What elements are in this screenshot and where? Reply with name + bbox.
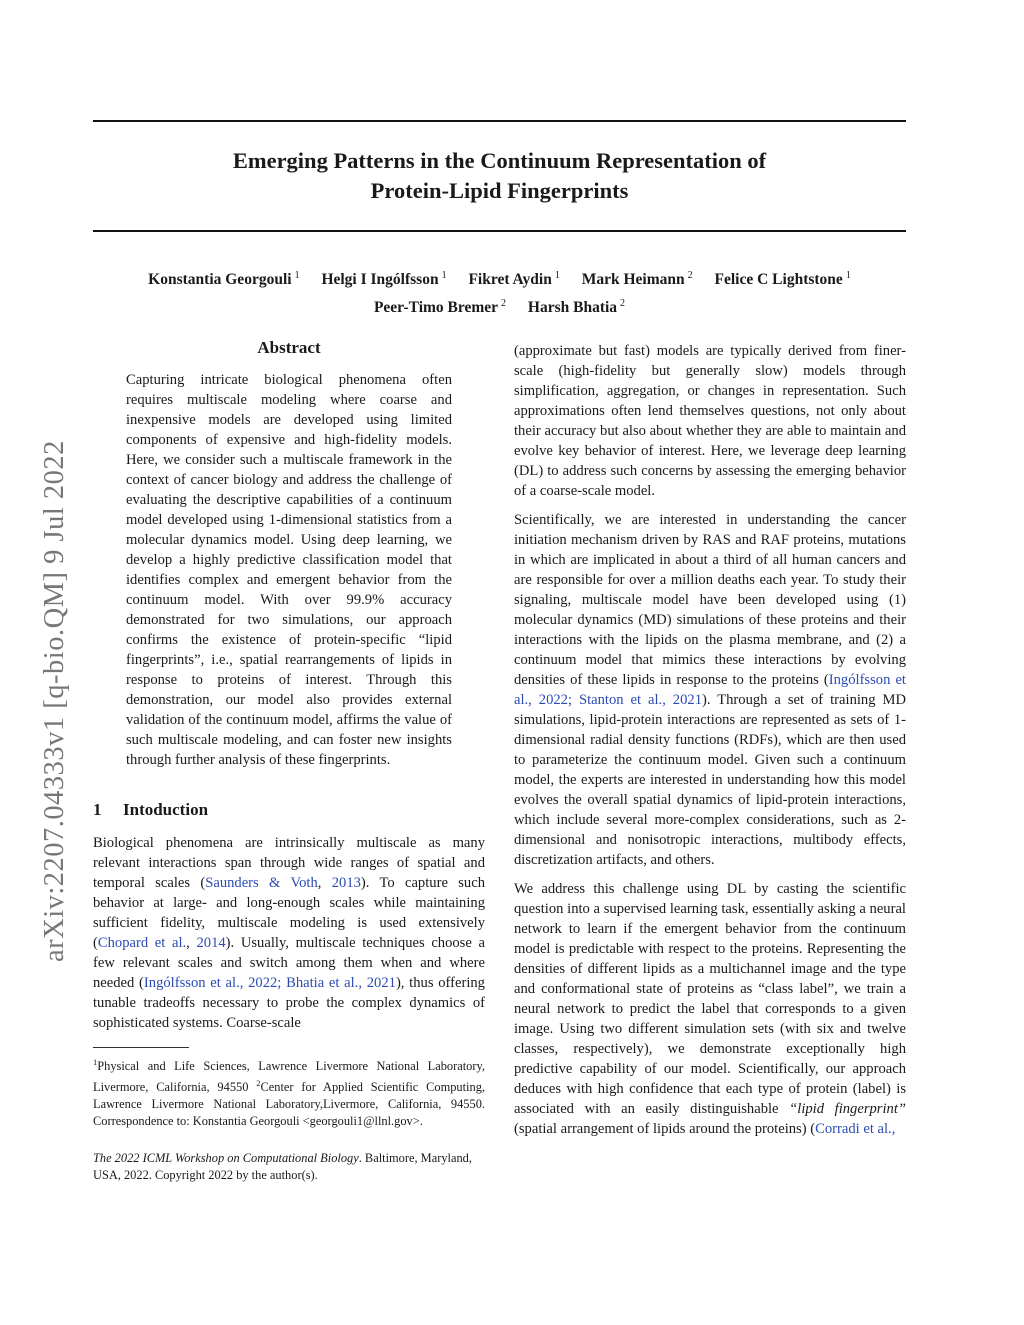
citation-link[interactable]: 2013 — [331, 875, 361, 891]
citation-link[interactable]: 2014 — [196, 935, 226, 951]
footnote-rule — [93, 1047, 189, 1048]
intro-paragraph: Biological phenomena are intrinsically multiscale as many relevant interactions span through wide ranges of spatial and temporal scales (Saunders & Voth, 2013). To capture such behavior at large- and long-enough scales while maintaining sufficient fidelity, multiscale modeling is used extensively (Chopard et al., 2014). Usually, multiscale techniques choose a few relevant scales and switch among them when and where needed (Ingólfsson et al., 2022; Bhatia et al., 2021), thus offering tunable tradeoffs necessary to probe the complex dynamics of sophisticated systems. Coarse-scale — [93, 835, 485, 1031]
body-paragraph: We address this challenge using DL by casting the scientific question into a supervised learning task, essentially asking a neural network to learn if the emergent behavior from the continuum model is predictable with respect to the proteins. Representing the densities of different lipids as a multichannel image and the type and conformational state of proteins as “class label”, we train a neural network to predict the label that corresponds to a given image. Using two different simulation sets (with six and twelve classes, respectively), we demonstrate exceptionally high predictive capability of our model. Scientifically, our approach deduces with high confidence that each type of protein (label) is associated with an easily distinguishable “lipid fingerprint” (spatial arrangement of lipids around the proteins) (Corradi et al., — [514, 881, 906, 1137]
abstract-heading: Abstract — [257, 338, 321, 357]
affiliation-footnote: $^1$Physical and Life Sciences, Lawrence Livermore National Laboratory, Livermore, California, 94550 $^2$Center for Applied Scientific Computing, Lawrence Livermore National Laboratory,Livermore, California, 94550. Correspondence to: Konstantia Georgouli <georgouli1@llnl.gov>. — [93, 1057, 485, 1129]
author: Helgi I Ingólfsson $^1$ — [321, 270, 447, 289]
abstract-text: Capturing intricate biological phenomena often requires multiscale modeling where coarse and inexpensive models are developed using limited components of expensive and high-fidelity models. Here, we consider such a multiscale framework in the context of cancer biology and address the challenge of evaluating the descriptive capabilities of a continuum model developed using 1-dimensional statistics from a molecular dynamics model. Using deep learning, we develop a highly predictive classification model that identifies complex and emergent behavior from the continuum model. With over 99.9% accuracy demonstrated for two simulations, our approach confirms the existence of protein-specific “lipid fingerprints”, i.e., spatial rearrangements of lipids in response to proteins of interest. Through this demonstration, our model also provides external validation of the continuum model, affirms the value of such multiscale modeling, and can foster new insights through further analysis of these fingerprints. — [126, 372, 452, 768]
venue-note: The 2022 ICML Workshop on Computational Biology. Baltimore, Maryland, USA, 2022. Copyright 2022 by the author(s). — [93, 1151, 472, 1183]
citation-link[interactable]: Chopard et al. — [97, 935, 187, 951]
author: Konstantia Georgouli $^1$ — [148, 270, 300, 289]
title-line-2: Protein-Lipid Fingerprints — [370, 178, 629, 203]
author: Felice C Lightstone $^1$ — [714, 270, 851, 289]
author-line-2 — [93, 292, 906, 320]
citation-link[interactable]: Saunders & Voth — [205, 875, 318, 891]
right-column — [514, 341, 906, 1139]
author: Fikret Aydin $^1$ — [468, 270, 560, 289]
left-column — [93, 336, 485, 1184]
body-paragraph: (approximate but fast) models are typically derived from finer-scale (high-fidelity but generally slow) models through simplification, aggregation, or changes in representation. Such approximations often lend themselves questions, not only about their accuracy but also about whether they are able to maintain and evolve key behavior of interest. Here, we leverage deep learning (DL) to address such concerns by assessing the emerging behavior of a coarse-scale model. — [514, 343, 906, 499]
title-rule-top — [93, 120, 906, 122]
citation-link[interactable]: Corradi et al., — [815, 1121, 896, 1137]
arxiv-stamp-text: arXiv:2207.04333v1 [q-bio.QM] 9 Jul 2022 — [39, 440, 70, 962]
citation-link[interactable]: Ingólfsson et al., 2022; Bhatia et al., 2021 — [143, 975, 396, 991]
body-paragraph: Scientifically, we are interested in understanding the cancer initiation mechanism driven by RAS and RAF proteins, mutations in which are implicated in about a third of all human cancers and are responsible for over a million deaths each year. To study their signaling, multiscale model have been developed using (1) molecular dynamics (MD) simulations of these proteins and their interactions with the lipids on the plasma membrane, and (2) a continuum model that mimics these interactions by evolving densities of these lipids in response to the proteins (Ingólfsson et al., 2022; Stanton et al., 2021). Through a set of training MD simulations, lipid-protein interactions are represented as sets of 1-dimensional radial density functions (RDFs), which are then used to parameterize the continuum model. Given such a continuum model, the experts are interested in understanding how this model evolves the overall spatial dynamics of lipid-protein interactions, which include several more-complex considerations, such as 2-dimensional and nonisotropic interactions, multibody effects, discretization artifacts, and others. — [514, 512, 906, 868]
author: Peer-Timo Bremer $^2$ — [373, 298, 507, 317]
author: Harsh Bhatia $^2$ — [527, 298, 626, 317]
section-number: 1 — [93, 800, 102, 819]
citation-link[interactable]: Ingólfsson et al., 2022; Stanton et al., 2021 — [514, 672, 906, 708]
title-line-1: Emerging Patterns in the Continuum Representation of — [232, 148, 767, 173]
title-rule-bottom — [93, 230, 906, 232]
author-line-1 — [93, 264, 906, 292]
author-list — [93, 264, 906, 320]
author: Mark Heimann $^2$ — [581, 270, 693, 289]
paper-title — [93, 146, 906, 206]
section-title: Intoduction — [123, 800, 209, 819]
section-heading — [93, 800, 485, 820]
